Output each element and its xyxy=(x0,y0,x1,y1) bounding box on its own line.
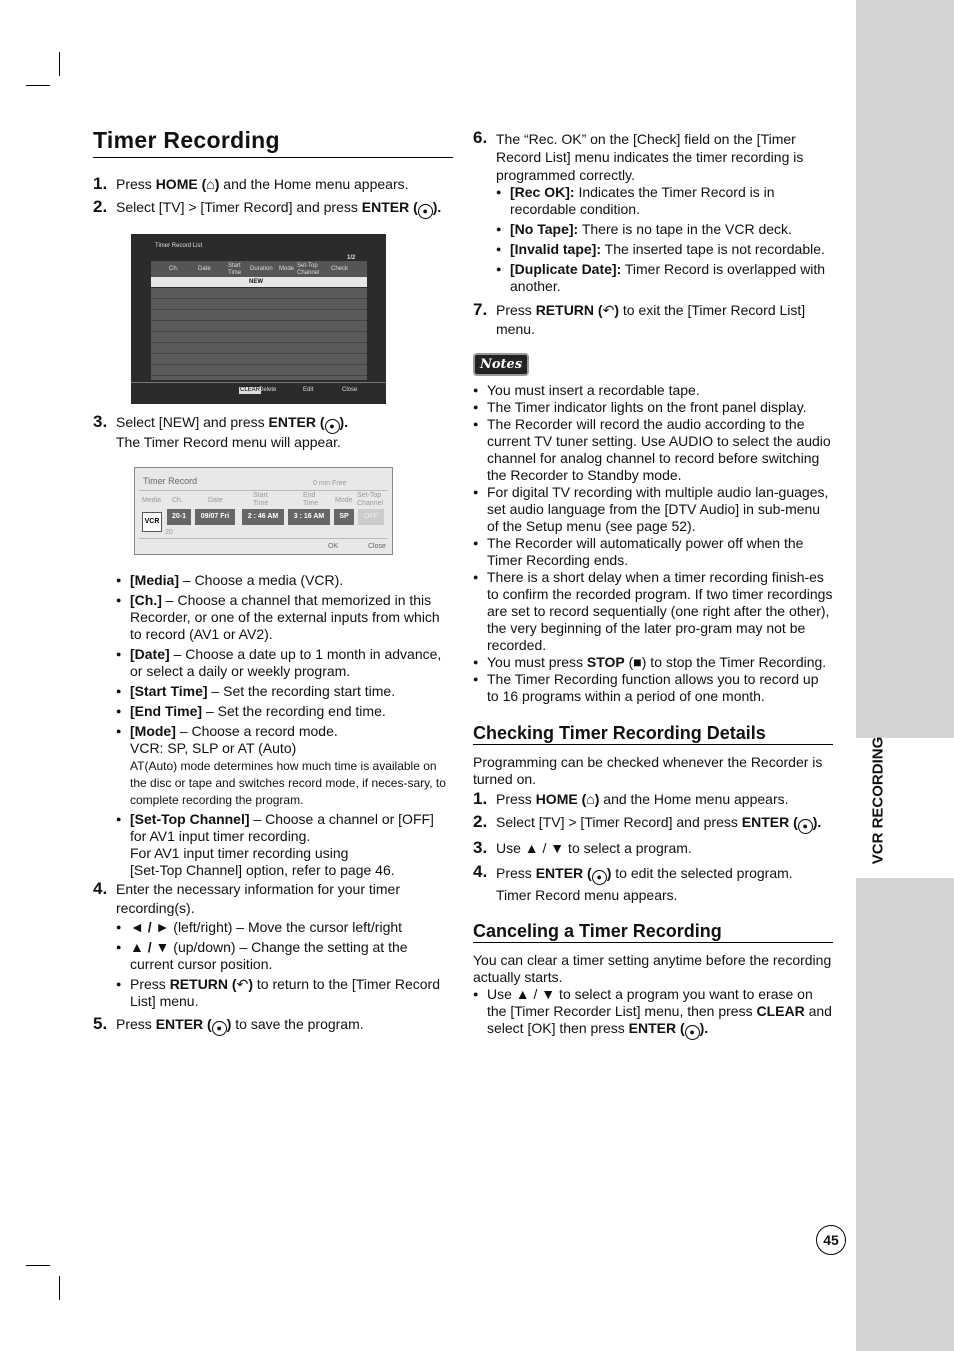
step-5: 5. Press ENTER ( ● ) to save the program. xyxy=(93,1016,453,1036)
step-2: 2. Select [TV] > [Timer Record] and press ENTER ( ● ). xyxy=(93,199,453,219)
crop-mark xyxy=(59,52,60,76)
section-heading-checking: Checking Timer Recording Details xyxy=(473,722,833,745)
check-step-4: 4. Press ENTER ( ● ) to edit the selected program. Timer Record menu appears. xyxy=(473,862,793,903)
step-7: 7. Press RETURN (↶) to exit the [Timer Record List] menu. xyxy=(473,300,806,337)
bullet-no-tape: ● [No Tape]: There is no tape in the VCR deck. xyxy=(496,221,833,238)
note-item: ● You must press STOP (■) to stop the Timer Recording. xyxy=(473,654,833,671)
check-step-1: 1. Press HOME (⌂) and the Home menu appears. xyxy=(473,789,789,808)
bullet-date: ● [Date] – Choose a date up to 1 month in advance, or select a daily or weekly program. xyxy=(116,646,453,680)
enter-icon: ● xyxy=(212,1021,227,1036)
step-3: 3. Select [NEW] and press ENTER ( ● ). The Timer Record menu will appear. xyxy=(93,412,349,450)
side-bar xyxy=(856,0,954,1351)
page-title: Timer Recording xyxy=(93,125,453,158)
note-item: ● The Recorder will automatically power off when the Timer Recording ends. xyxy=(473,535,833,569)
bullet-return: ● Press RETURN (↶) to return to the [Timer Record List] menu. xyxy=(116,976,453,1010)
enter-icon: ● xyxy=(418,204,433,219)
bullet-invalid-tape: ● [Invalid tape]: The inserted tape is not recordable. xyxy=(496,241,833,258)
timer-record-list-screenshot: Timer Record List 1/2 Ch. Date Start Time Duration Mode Set-Top Channel Check NEW CLEAR Delete Edit Close xyxy=(131,234,386,404)
bullet-start-time: ● [Start Time] – Set the recording start time. xyxy=(116,683,453,700)
note-item: ● The Timer Recording function allows you to record up to 16 programs within a period of one month. xyxy=(473,671,833,705)
return-icon: ↶ xyxy=(236,976,249,992)
check-step-2: 2. Select [TV] > [Timer Record] and press ENTER ( ● ). xyxy=(473,814,833,834)
return-icon: ↶ xyxy=(602,302,615,318)
enter-icon: ● xyxy=(685,1025,700,1040)
step-1: 1. Press HOME (⌂) and the Home menu appears. xyxy=(93,174,409,193)
section-tab-label: VCR RECORDING xyxy=(869,736,887,865)
enter-icon: ● xyxy=(798,819,813,834)
bullet-rec-ok: ● [Rec OK]: Indicates the Timer Record is in recordable condition. xyxy=(496,184,833,218)
bullet-duplicate-date: ● [Duplicate Date]: Timer Record is overlapped with another. xyxy=(496,261,833,295)
crop-mark xyxy=(26,1265,50,1266)
field-list xyxy=(116,572,453,879)
section-heading-canceling: Canceling a Timer Recording xyxy=(473,920,833,943)
check-step-3: 3. Use ▲ / ▼ to select a program. xyxy=(473,838,692,857)
bullet-left-right: ● ◄ / ► (left/right) – Move the cursor left/right xyxy=(116,919,453,936)
note-item: ● There is a short delay when a timer recording finish-es to confirm the recorded program. If two timer recordings are set to record sequentially (one right after the other), the very beginning of the later pro-gram may not be recorded. xyxy=(473,569,833,654)
left-column xyxy=(93,125,453,219)
crop-mark xyxy=(26,85,50,86)
bullet-ch: ● [Ch.] – Choose a channel that memorized in this Recorder, or one of the external inputs from which to record (AV1 or AV2). xyxy=(116,592,453,643)
note-item: ● The Recorder will record the audio according to the current TV tuner setting. Use AUDIO to select the audio channel for analog channel to record before switching the Recorder to Standby mode. xyxy=(473,416,833,484)
enter-icon: ● xyxy=(592,870,607,885)
note-item: ● The Timer indicator lights on the front panel display. xyxy=(473,399,833,416)
cancel-intro: You can clear a timer setting anytime before the recording actually starts. xyxy=(473,952,832,985)
note-item: ● You must insert a recordable tape. xyxy=(473,382,833,399)
notes-list xyxy=(473,382,833,705)
new-entry: NEW xyxy=(249,279,263,285)
bullet-end-time: ● [End Time] – Set the recording end time. xyxy=(116,703,453,720)
cancel-bullet: ● Use ▲ / ▼ to select a program you want to erase on the [Timer Recorder List] menu, then press CLEAR and select [OK] then press ENTER ( ● ). xyxy=(473,986,833,1040)
bullet-set-top-channel: ● [Set-Top Channel] – Choose a channel or [OFF] for AV1 input timer recording. For AV1 input timer recording using [Set-Top Channel] option, refer to page 46. xyxy=(116,811,453,879)
note-item: ● For digital TV recording with multiple audio lan-guages, set audio language from the [DTV Audio] in sub-menu of the Setup menu (see page 52). xyxy=(473,484,833,535)
check-intro: Programming can be checked whenever the Recorder is turned on. xyxy=(473,754,823,787)
home-icon: ⌂ xyxy=(206,176,215,192)
step-4-5-block xyxy=(93,880,453,1036)
bullet-media: ● [Media] – Choose a media (VCR). xyxy=(116,572,453,589)
step-4: 4. Enter the necessary information for your timer recording(s). xyxy=(93,879,401,916)
home-icon: ⌂ xyxy=(586,791,595,807)
page-number: 45 xyxy=(816,1225,846,1255)
screen-title: Timer Record xyxy=(143,476,198,486)
enter-icon: ● xyxy=(325,419,340,434)
crop-mark xyxy=(59,1276,60,1300)
step-6: 6. The “Rec. OK” on the [Check] field on the [Timer Record List] menu indicates the timer recording is programmed correctly. xyxy=(473,128,804,183)
notes-badge: Notes xyxy=(473,353,529,376)
bullet-mode: ● [Mode] – Choose a record mode. VCR: SP, SLP or AT (Auto) AT(Auto) mode determines how much time is available on the disc or tape and switches record mode, if neces-sary, to complete recording the program. xyxy=(116,723,453,808)
right-column xyxy=(473,130,833,1040)
timer-record-screenshot: Timer Record 0 min Free Media Ch. Date Start Time End Time Mode Set-Top Channel VCR 20-1 09/07 Fri 2 : 46 AM 3 : 16 AM SP OFF 20 OK Close xyxy=(134,467,393,555)
step-3-block xyxy=(93,414,453,451)
bullet-up-down: ● ▲ / ▼ (up/down) – Change the setting at the current cursor position. xyxy=(116,939,453,973)
screen-title: Timer Record List xyxy=(155,243,203,249)
screen-page: 1/2 xyxy=(347,255,356,261)
